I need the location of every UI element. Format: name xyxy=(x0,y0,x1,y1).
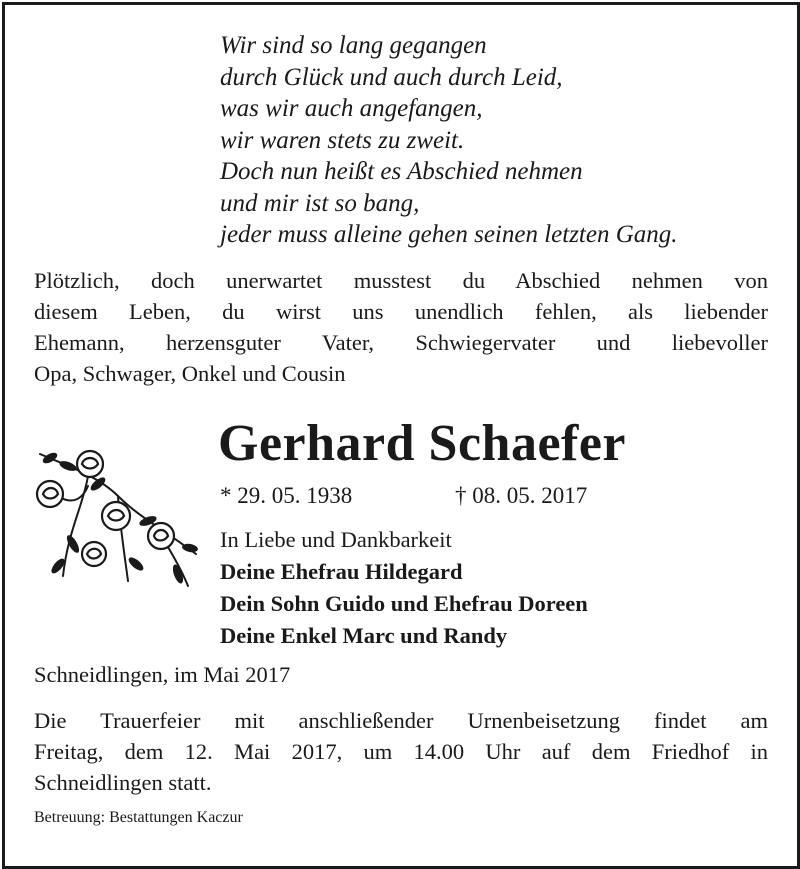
roses-icon xyxy=(28,436,203,596)
intro-paragraph xyxy=(34,265,768,389)
mourner-line: Deine Ehefrau Hildegard xyxy=(220,559,463,584)
intro-line: Ehemann, herzensguter Vater, Schwiegervater und liebevoller xyxy=(34,330,768,355)
funeral-home-credit: Betreuung: Bestattungen Kaczur xyxy=(34,809,243,826)
intro-line: Plötzlich, doch unerwartet musstest du Abschied nehmen von xyxy=(34,268,768,293)
birth-date: * 29. 05. 1938 xyxy=(220,483,353,508)
poem xyxy=(220,30,780,251)
funeral-line: Die Trauerfeier mit anschließender Urnenbeisetzung findet am xyxy=(34,708,768,733)
poem-line: jeder muss alleine gehen seinen letzten Gang. xyxy=(220,221,678,248)
poem-line: Doch nun heißt es Abschied nehmen xyxy=(220,158,583,185)
mourners xyxy=(220,524,588,652)
death-date: † 08. 05. 2017 xyxy=(455,483,588,508)
poem-line: wir waren stets zu zweit. xyxy=(220,126,465,154)
intro-line: Opa, Schwager, Onkel und Cousin xyxy=(34,361,346,386)
place-date: Schneidlingen, im Mai 2017 xyxy=(34,662,291,687)
funeral-line: Freitag, dem 12. Mai 2017, um 14.00 Uhr auf dem Friedhof in xyxy=(34,739,768,764)
mourners-intro: In Liebe und Dankbarkeit xyxy=(220,527,452,552)
poem-line: und mir ist so bang, xyxy=(220,189,420,217)
poem-line: durch Glück und auch durch Leid, xyxy=(220,63,563,91)
funeral-line: Schneidlingen statt. xyxy=(34,770,212,795)
mourner-line: Deine Enkel Marc und Randy xyxy=(220,623,508,648)
poem-line: Wir sind so lang gegangen xyxy=(220,32,487,59)
intro-line: diesem Leben, du wirst uns unendlich fehlen, als liebender xyxy=(34,299,768,324)
deceased-name: Gerhard Schaefer xyxy=(218,415,627,472)
funeral-paragraph xyxy=(34,705,768,798)
mourner-line: Dein Sohn Guido und Ehefrau Doreen xyxy=(220,591,588,616)
poem-line: was wir auch angefangen, xyxy=(220,95,483,122)
